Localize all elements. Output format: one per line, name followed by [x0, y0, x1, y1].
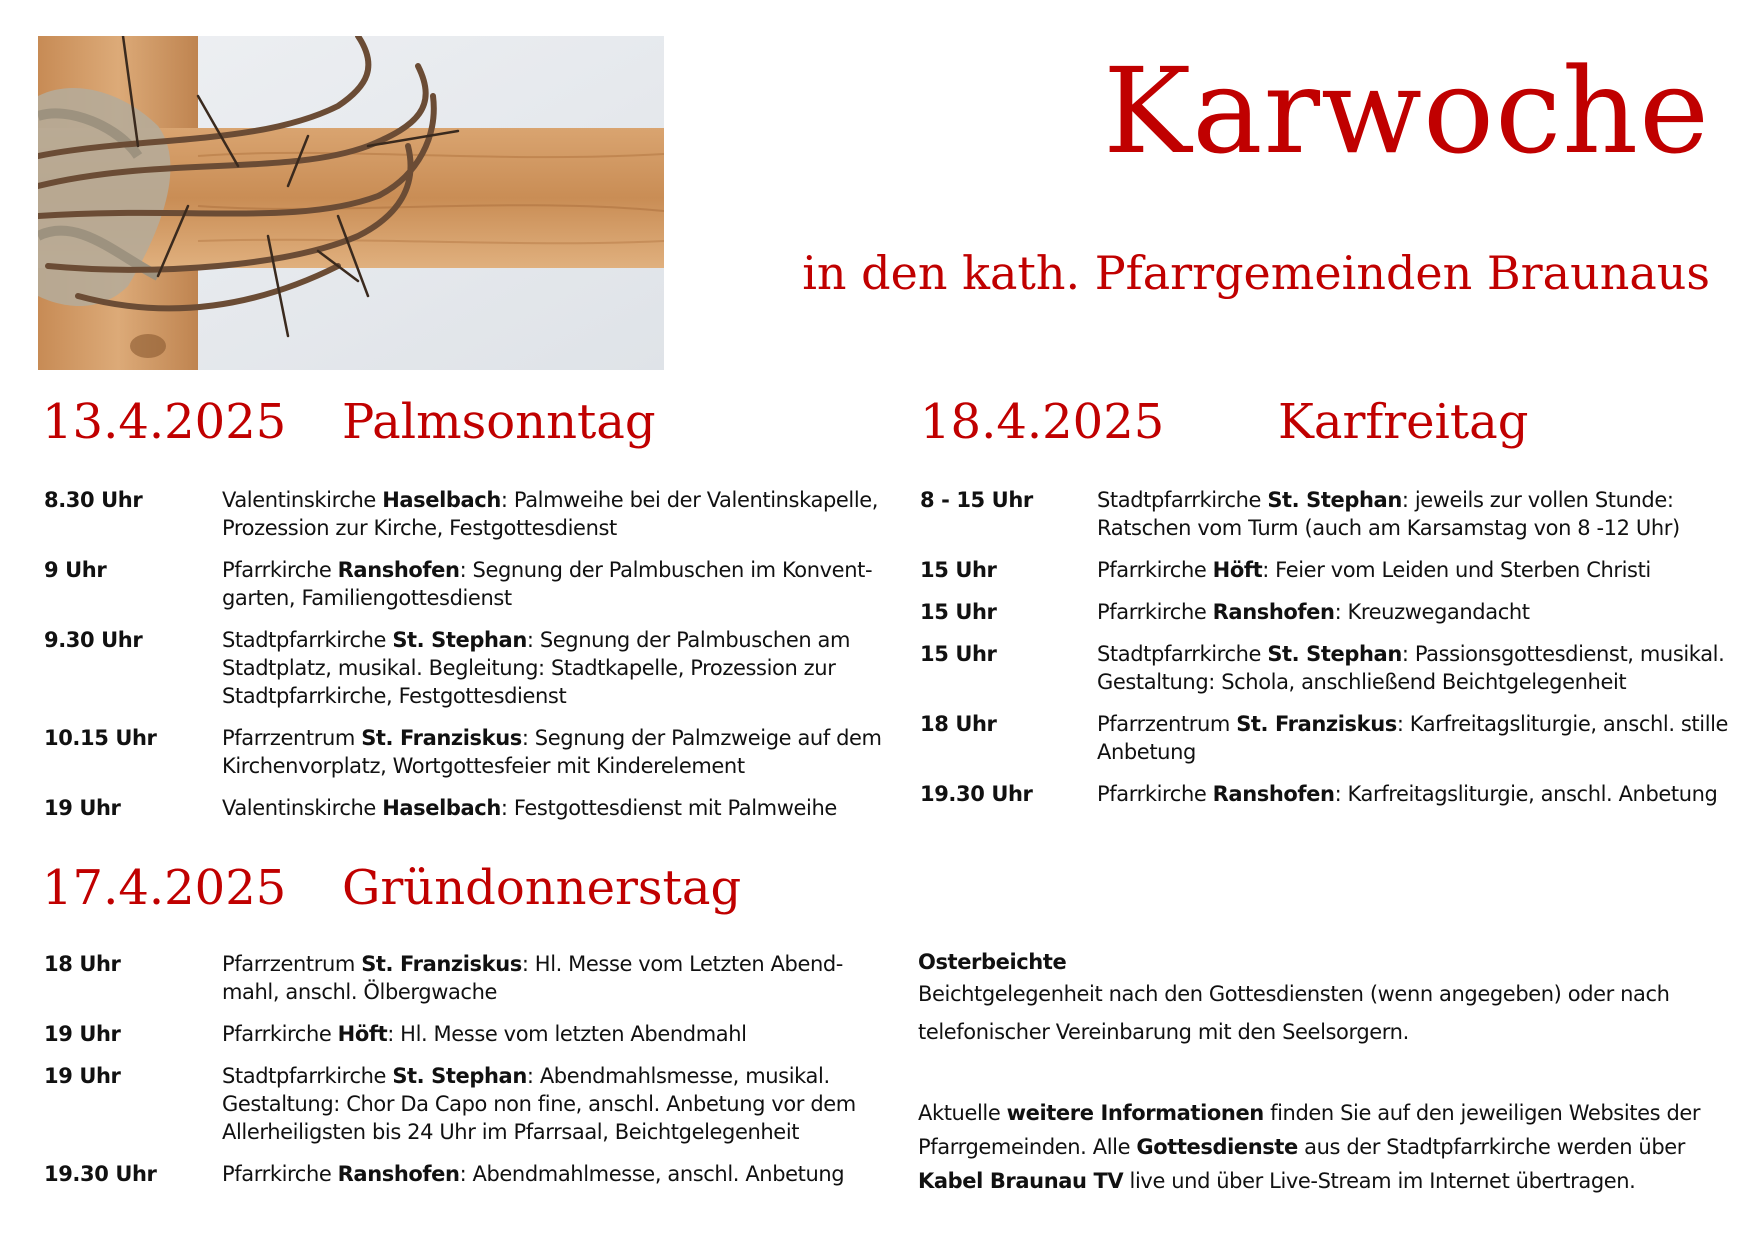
event-item [44, 950, 884, 1006]
event-item [44, 1062, 884, 1146]
event-item [920, 556, 1732, 584]
event-time: 8 - 15 Uhr [920, 488, 1033, 512]
text: aus der Stadtpfarrkirche werden über [1297, 1135, 1685, 1159]
event-description [222, 1160, 884, 1188]
event-time: 15 Uhr [920, 600, 997, 624]
text-bold: Gottesdienste [1136, 1135, 1298, 1159]
event-details: : Feier vom Leiden und Sterben Christi [1262, 558, 1651, 582]
church-type: Valentinskirche [222, 796, 383, 820]
event-time: 15 Uhr [920, 558, 997, 582]
church-location: Höft [1212, 558, 1263, 582]
church-location: Ranshofen [1212, 600, 1335, 624]
confession-title: Osterbeichte [918, 950, 1067, 974]
event-item [44, 794, 884, 822]
confession-line-2: telefonischer Vereinbarung mit den Seelsorgern. [918, 1020, 1409, 1044]
event-details: : Abendmahlsmesse, musikal. Gestaltung: Chor Da Capo non fine, anschl. Anbetung vor dem Allerheiligsten bis 24 Uhr im Pfarrsaal, Beichtgelegenheit [222, 1064, 856, 1144]
event-description [222, 1020, 884, 1048]
more-info-line-1 [918, 1096, 1728, 1130]
church-location: St. Stephan [1267, 488, 1402, 512]
church-location: Ranshofen [337, 558, 460, 582]
church-location: St. Stephan [1267, 642, 1402, 666]
crown-of-thorns-cross-image [38, 36, 664, 370]
event-details: : Palmweihe bei der Valentinskapelle, Prozession zur Kirche, Festgottesdienst [222, 488, 879, 540]
event-item [920, 780, 1732, 808]
event-details: : Kreuzwegandacht [1334, 600, 1530, 624]
text: Aktuelle [918, 1101, 1007, 1125]
church-location: St. Stephan [392, 628, 527, 652]
event-details: : Festgottesdienst mit Palmweihe [500, 796, 837, 820]
event-time: 9 Uhr [44, 558, 107, 582]
church-type: Stadtpfarrkirche [222, 628, 393, 652]
church-type: Pfarrkirche [222, 1022, 338, 1046]
event-time: 15 Uhr [920, 642, 997, 666]
text-bold: weitere Informationen [1006, 1101, 1264, 1125]
church-location: Haselbach [382, 796, 501, 820]
more-info [918, 1096, 1728, 1198]
church-type: Pfarrzentrum [222, 726, 362, 750]
church-location: St. Franziskus [361, 952, 522, 976]
more-info-line-2 [918, 1130, 1728, 1164]
event-time: 8.30 Uhr [44, 488, 143, 512]
event-details: : jeweils zur vollen Stunde: Ratschen vom Turm (auch am Karsamstag von 8 -12 Uhr) [1097, 488, 1680, 540]
text: Pfarrgemeinden. Alle [918, 1135, 1137, 1159]
day-date: 13.4.2025 [42, 394, 287, 450]
event-time: 18 Uhr [920, 712, 997, 736]
church-type: Pfarrzentrum [1097, 712, 1237, 736]
event-details: : Karfreitagsliturgie, anschl. stille Anbetung [1097, 712, 1729, 764]
more-info-line-3 [918, 1164, 1728, 1198]
day-date: 17.4.2025 [42, 860, 287, 916]
event-item [44, 626, 884, 710]
church-type: Stadtpfarrkirche [222, 1064, 393, 1088]
event-item [44, 1020, 884, 1048]
event-time: 19 Uhr [44, 796, 121, 820]
church-location: Ranshofen [337, 1162, 460, 1186]
event-item [920, 598, 1732, 626]
event-item [44, 1160, 884, 1188]
event-time: 19 Uhr [44, 1022, 121, 1046]
church-type: Stadtpfarrkirche [1097, 642, 1268, 666]
event-description [1097, 486, 1732, 542]
church-type: Pfarrzentrum [222, 952, 362, 976]
event-list-karfreitag [920, 486, 1732, 808]
church-location: St. Franziskus [1236, 712, 1397, 736]
event-description [222, 486, 884, 542]
text: live und über Live-Stream im Internet übertragen. [1123, 1169, 1636, 1193]
day-date: 18.4.2025 [920, 394, 1165, 450]
church-type: Pfarrkirche [1097, 558, 1213, 582]
event-details: : Hl. Messe vom Letzten Abend-mahl, anschl. Ölbergwache [222, 952, 843, 1004]
event-time: 18 Uhr [44, 952, 121, 976]
event-item [920, 640, 1732, 696]
church-location: St. Stephan [392, 1064, 527, 1088]
church-type: Pfarrkirche [222, 558, 338, 582]
day-heading-karfreitag [920, 394, 1529, 450]
event-description [1097, 556, 1732, 584]
confession-info [918, 948, 1718, 1050]
event-details: : Segnung der Palmzweige auf dem Kirchenvorplatz, Wortgottesfeier mit Kinderelement [222, 726, 882, 778]
text-bold: Kabel Braunau TV [918, 1169, 1124, 1193]
church-type: Valentinskirche [222, 488, 383, 512]
event-description [1097, 598, 1732, 626]
day-name: Karfreitag [1278, 394, 1529, 450]
event-description [222, 626, 884, 710]
event-time: 19.30 Uhr [44, 1162, 157, 1186]
event-description [222, 724, 884, 780]
event-details: : Hl. Messe vom letzten Abendmahl [387, 1022, 747, 1046]
event-time: 9.30 Uhr [44, 628, 143, 652]
event-item [920, 710, 1732, 766]
day-name: Gründonnerstag [342, 860, 742, 916]
event-item [44, 556, 884, 612]
text: finden Sie auf den jeweiligen Websites der [1263, 1101, 1701, 1125]
church-type: Stadtpfarrkirche [1097, 488, 1268, 512]
day-heading-gruendonnerstag [42, 860, 742, 916]
event-details: : Passionsgottesdienst, musikal. Gestaltung: Schola, anschließend Beichtgelegenheit [1097, 642, 1725, 694]
event-description [222, 794, 884, 822]
event-details: : Segnung der Palmbuschen am Stadtplatz, musikal. Begleitung: Stadtkapelle, Prozession zur Stadtpfarrkirche, Festgottesdienst [222, 628, 851, 708]
church-location: Ranshofen [1212, 782, 1335, 806]
church-location: Haselbach [382, 488, 501, 512]
page-title: Karwoche [1103, 42, 1710, 180]
event-description [1097, 710, 1732, 766]
event-list-gruendonnerstag [44, 950, 884, 1188]
event-list-palmsonntag [44, 486, 884, 822]
day-heading-palmsonntag [42, 394, 656, 450]
event-description [222, 1062, 884, 1146]
event-description [222, 556, 884, 612]
church-type: Pfarrkirche [1097, 600, 1213, 624]
church-type: Pfarrkirche [1097, 782, 1213, 806]
event-details: : Abendmahlmesse, anschl. Anbetung [459, 1162, 845, 1186]
event-description [222, 950, 884, 1006]
event-time: 10.15 Uhr [44, 726, 157, 750]
event-description [1097, 780, 1732, 808]
church-location: St. Franziskus [361, 726, 522, 750]
church-type: Pfarrkirche [222, 1162, 338, 1186]
page-subtitle: in den kath. Pfarrgemeinden Braunaus [802, 246, 1710, 300]
event-item [44, 724, 884, 780]
event-details: : Segnung der Palmbuschen im Konvent-garten, Familiengottesdienst [222, 558, 873, 610]
confession-line-1: Beichtgelegenheit nach den Gottesdiensten (wenn angegeben) oder nach [918, 982, 1670, 1006]
event-details: : Karfreitagsliturgie, anschl. Anbetung [1334, 782, 1718, 806]
event-description [1097, 640, 1732, 696]
event-time: 19 Uhr [44, 1064, 121, 1088]
event-item [44, 486, 884, 542]
event-time: 19.30 Uhr [920, 782, 1033, 806]
church-location: Höft [337, 1022, 388, 1046]
event-item [920, 486, 1732, 542]
day-name: Palmsonntag [342, 394, 656, 450]
crown-of-thorns-on-cross-icon [38, 36, 664, 370]
